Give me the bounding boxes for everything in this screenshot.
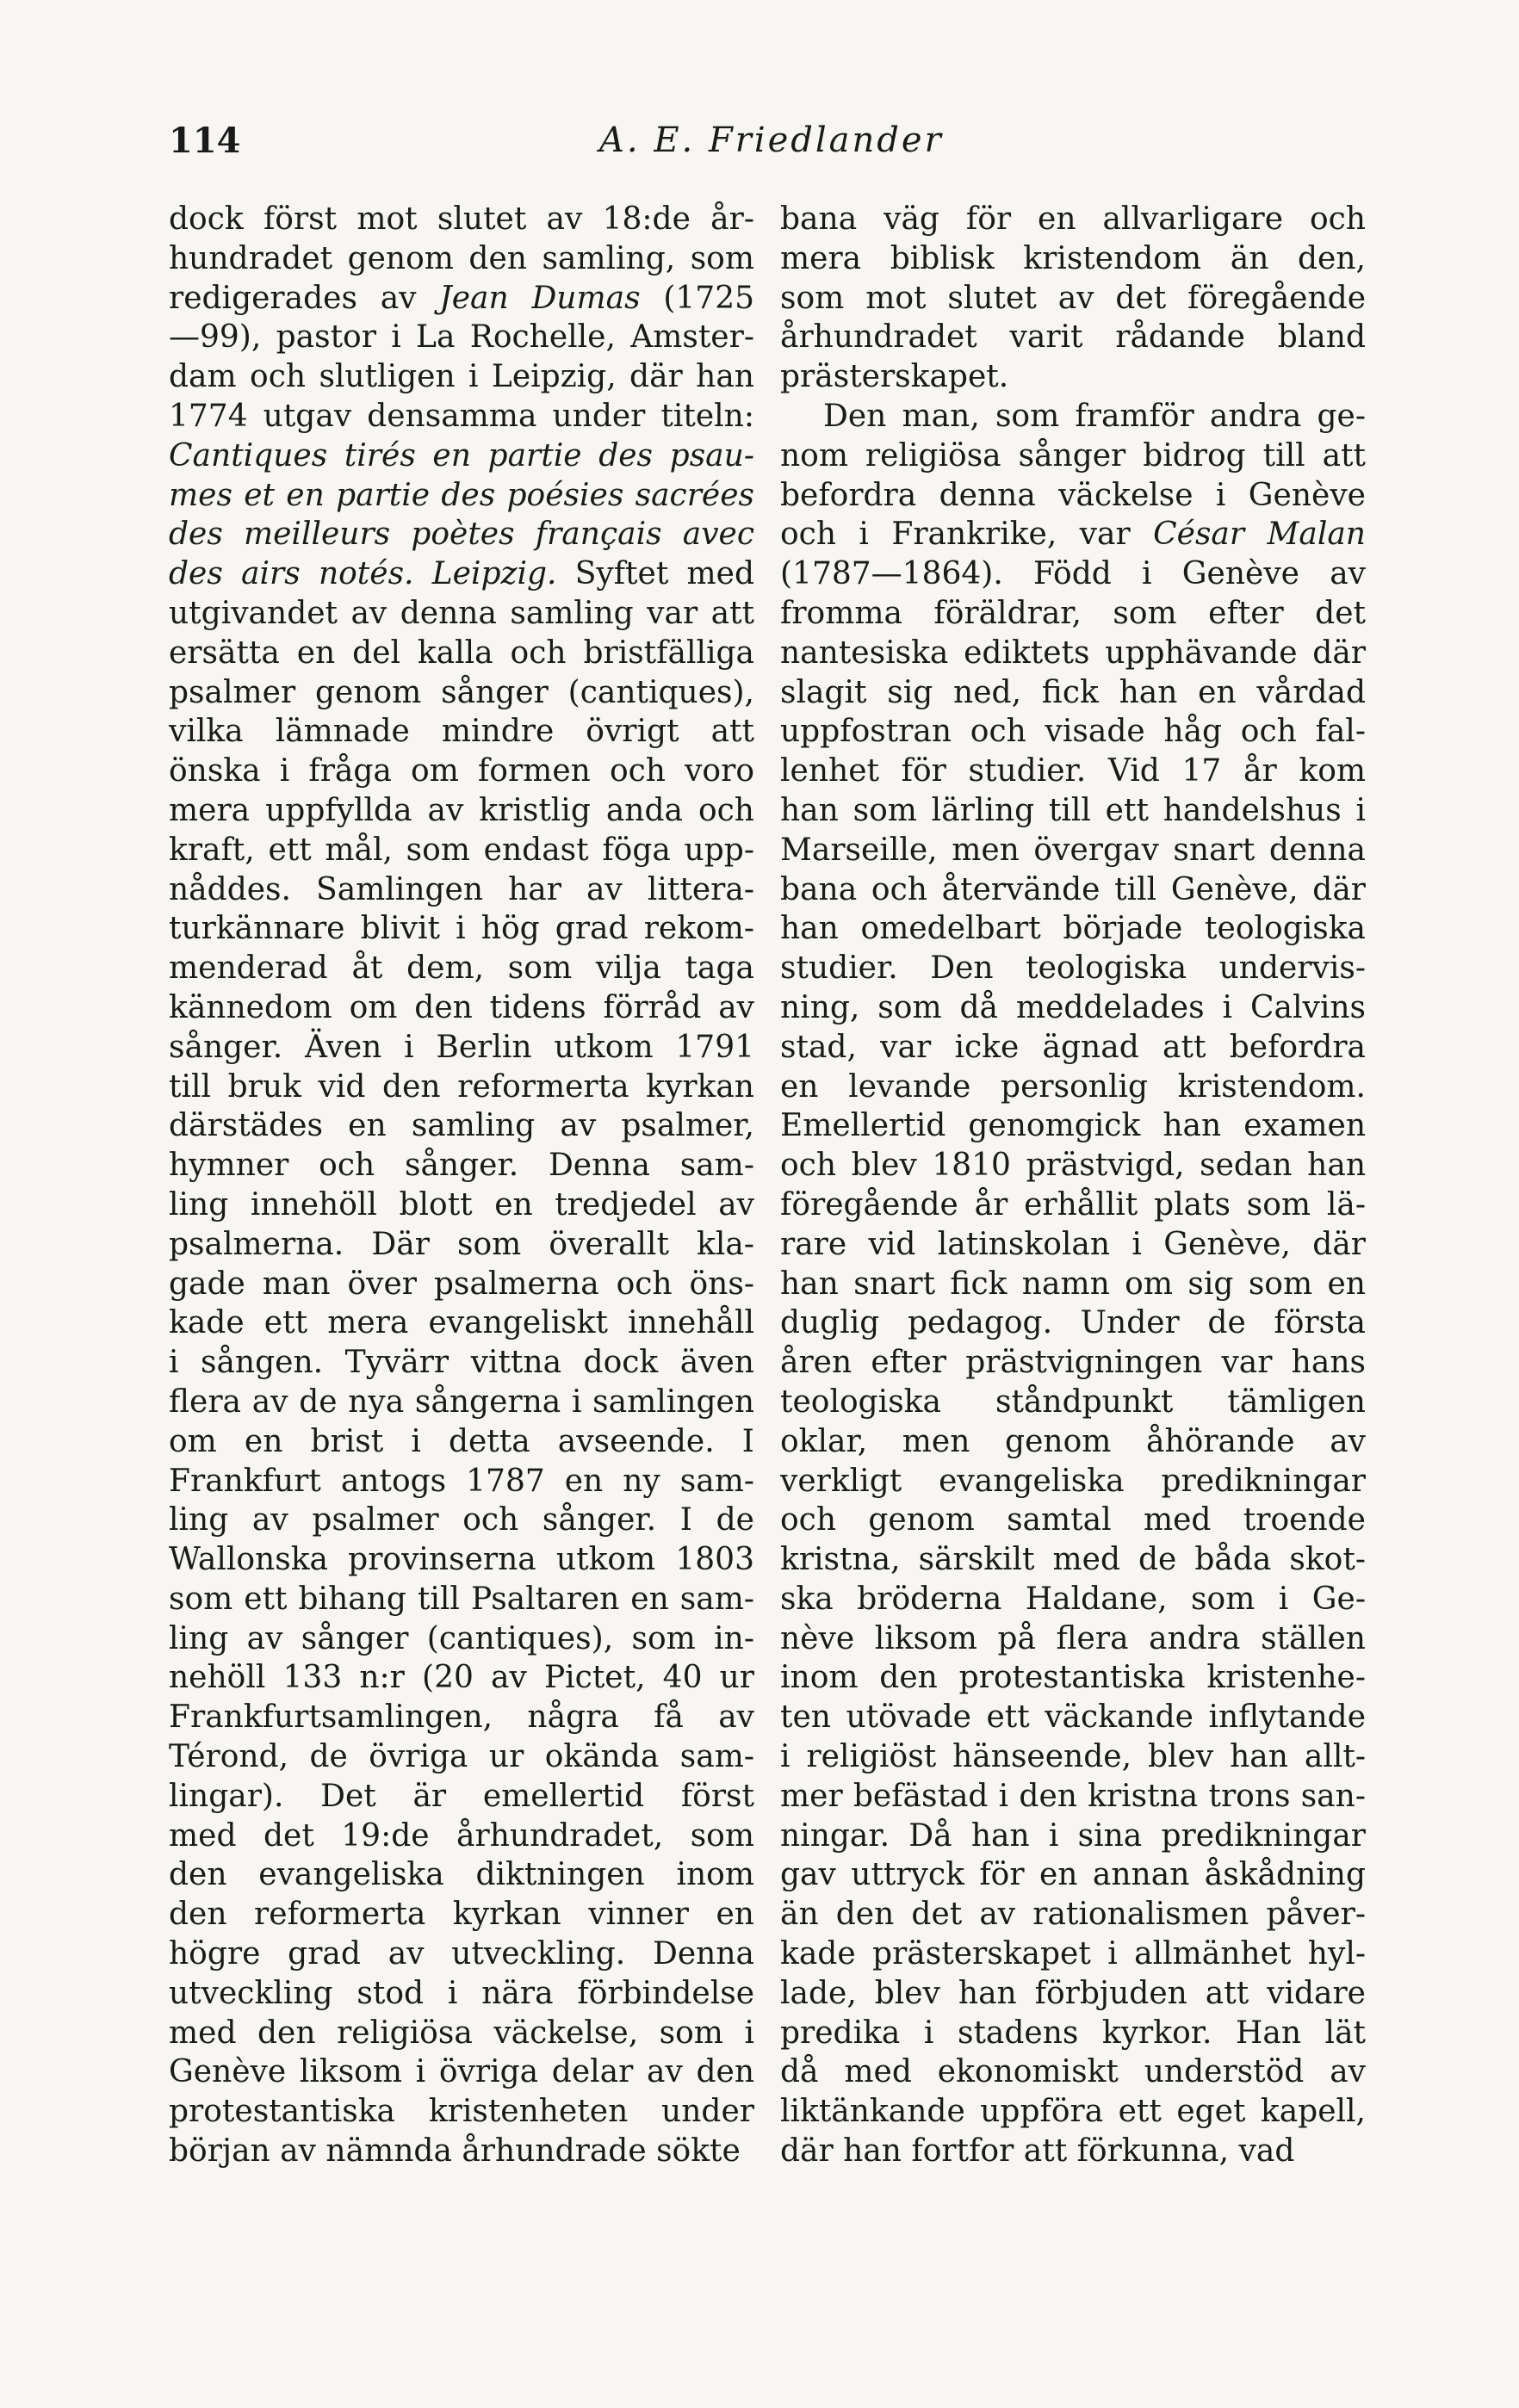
text-segment: protestantiska kristenheten under [169,2094,754,2130]
text-line [169,1698,754,1737]
text-line [780,318,1366,357]
text-line [780,2052,1366,2092]
text-line [169,1501,754,1540]
text-segment: psalmer genom sånger (cantiques), [169,674,754,710]
text-segment: århundradet varit rådande bland [780,319,1366,356]
text-line [169,1777,754,1817]
text-segment: bana och återvände till Genève, där [780,871,1366,907]
text-line [169,909,754,949]
text-line [780,2132,1366,2171]
text-segment: gav uttryck för en annan åskådning [780,1857,1366,1893]
text-segment: mera biblisk kristendom än den, [780,240,1366,276]
text-segment: kristna, särskilt med de båda skot- [780,1542,1366,1578]
text-line [780,831,1366,870]
text-segment: Cantiques tirés en partie des psau- [169,437,754,474]
text-line [780,1855,1366,1895]
text-line [169,831,754,870]
text-line [780,2092,1366,2132]
text-line [169,752,754,791]
text-line [169,1185,754,1225]
text-segment: högre grad av utveckling. Denna [169,1936,754,1972]
text-line [780,1028,1366,1068]
text-line [169,870,754,910]
text-segment: kade prästerskapet i allmänhet hyl- [780,1936,1366,1972]
text-segment: utgivandet av denna samling var att [169,595,754,631]
text-line [780,1343,1366,1383]
text-line [780,1303,1366,1343]
text-segment: hundradet genom den samling, som [169,240,754,276]
text-segment: —99), pastor i La Rochelle, Amster- [169,319,754,356]
text-segment: Den man, som framför andra ge- [823,398,1366,434]
text-line [780,1934,1366,1974]
text-line [780,1422,1366,1462]
text-line [780,988,1366,1028]
text-line [780,1895,1366,1934]
text-line [169,673,754,713]
running-head [169,121,1366,172]
text-segment: des airs notés. Leipzig. [169,556,557,592]
text-line [169,357,754,397]
text-segment: nåddes. Samlingen har av littera- [169,871,754,907]
text-segment: han omedelbart började teologiska [780,911,1366,947]
text-segment: nehöll 133 n:r (20 av Pictet, 40 ur [169,1660,754,1696]
text-line [169,2092,754,2132]
text-segment: mes et en partie des poésies sacrées [169,477,754,513]
text-line [780,1658,1366,1698]
text-segment: dock först mot slutet av 18:de år- [169,201,754,237]
text-line [169,791,754,831]
text-line [780,397,1366,436]
text-segment: flera av de nya sångerna i samlingen [169,1384,754,1420]
text-line [169,1343,754,1383]
text-line [169,200,754,239]
text-segment: början av nämnda århundrade sökte [169,2133,741,2170]
text-line [780,634,1366,673]
text-line [169,239,754,279]
text-segment: sånger. Även i Berlin utkom 1791 [169,1029,754,1065]
text-segment: inom den protestantiska kristenhe- [780,1660,1366,1696]
text-segment: han snart fick namn om sig som en [780,1266,1366,1302]
text-line [780,949,1366,988]
text-line [780,515,1366,554]
text-line [169,1106,754,1146]
text-segment: mera uppfyllda av kristlig anda och [169,792,754,828]
text-segment: (1725 [640,280,754,316]
text-line [780,436,1366,476]
text-segment: kraft, ett mål, som endast föga upp- [169,832,754,868]
text-line [780,239,1366,279]
text-segment: menderad åt dem, som vilja taga [169,950,754,987]
text-line [169,1540,754,1580]
text-segment: ten utövade ett väckande inflytande [780,1699,1366,1736]
running-title: A. E. Friedlander [599,121,944,160]
text-line [169,1146,754,1185]
text-segment: teologiska ståndpunkt tämligen [780,1384,1366,1420]
text-line [169,1895,754,1934]
text-segment: och i Frankrike, var [780,517,1154,553]
text-line [169,1580,754,1619]
text-segment: Jean Dumas [439,280,641,316]
text-segment: ningar. Då han i sina predikningar [780,1817,1366,1854]
text-segment: lingar). Det är emellertid först [169,1778,754,1814]
text-segment: och blev 1810 prästvigd, sedan han [780,1148,1366,1184]
text-segment: verkligt evangeliska predikningar [780,1463,1366,1499]
text-segment: slagit sig ned, fick han en vårdad [780,674,1366,710]
text-segment: till bruk vid den reformerta kyrkan [169,1068,754,1105]
text-segment: därstädes en samling av psalmer, [169,1108,754,1144]
text-segment: ska bröderna Haldane, som i Ge- [780,1581,1366,1617]
text-line [780,200,1366,239]
text-line [780,1225,1366,1265]
text-segment: nom religiösa sånger bidrog till att [780,437,1366,474]
text-segment: prästerskapet. [780,359,1009,395]
text-segment: en levande personlig kristendom. [780,1068,1366,1105]
text-line [169,1737,754,1777]
text-segment: nève liksom på flera andra ställen [780,1620,1366,1656]
text-segment: som mot slutet av det föregående [780,280,1366,316]
text-segment: studier. Den teologiska undervis- [780,950,1366,987]
text-line [780,1106,1366,1146]
text-line [169,1303,754,1343]
text-line [780,476,1366,516]
text-segment: Marseille, men övergav snart denna [780,832,1366,868]
text-segment: kade ett mera evangeliskt innehåll [169,1305,754,1341]
text-line [780,1817,1366,1856]
text-segment: ersätta en del kalla och bristfälliga [169,634,754,671]
text-segment: Syftet med [556,556,754,592]
text-segment: dam och slutligen i Leipzig, där han [169,359,754,395]
text-line [169,1817,754,1856]
text-line [169,1028,754,1068]
text-segment: mer befästad i den kristna trons san- [780,1778,1366,1814]
text-line [169,1974,754,2014]
text-line [169,515,754,554]
text-line [169,1619,754,1659]
text-segment: oklar, men genom åhörande av [780,1423,1366,1459]
text-line [780,1146,1366,1185]
text-line [780,357,1366,397]
text-line [169,318,754,357]
text-segment: önska i fråga om formen och voro [169,753,754,789]
text-line [169,1658,754,1698]
text-segment: den evangeliska diktningen inom [169,1857,754,1893]
text-line [780,1383,1366,1422]
text-segment: redigerades av [169,280,440,316]
text-segment: gade man över psalmerna och öns- [169,1266,754,1302]
text-line [169,988,754,1028]
text-segment: lenhet för studier. Vid 17 år kom [780,753,1366,789]
text-segment: liktänkande uppföra ett eget kapell, [780,2094,1366,2130]
text-line [169,2014,754,2053]
text-segment: duglig pedagog. Under de första [780,1305,1366,1341]
text-segment: då med ekonomiskt understöd av [780,2054,1366,2090]
text-line [780,1068,1366,1107]
text-segment: den reformerta kyrkan vinner en [169,1897,754,1933]
text-line [780,2014,1366,2053]
text-line [169,2052,754,2092]
text-line [169,1225,754,1265]
text-line [780,1698,1366,1737]
text-line [780,554,1366,594]
text-segment: utveckling stod i nära förbindelse [169,1975,754,2011]
text-line [780,1185,1366,1225]
text-line [780,1540,1366,1580]
text-segment: i religiöst hänseende, blev han allt- [780,1739,1366,1775]
text-line [169,594,754,634]
text-line [780,1462,1366,1501]
right-column [780,200,1366,2171]
left-column [169,200,754,2171]
text-segment: befordra denna väckelse i Genève [780,477,1366,513]
text-segment: César Malan [1153,517,1366,553]
text-line [169,279,754,319]
text-line [780,594,1366,634]
text-segment: med det 19:de århundradet, som [169,1817,754,1854]
text-line [780,1580,1366,1619]
text-line [780,712,1366,752]
text-line [169,1422,754,1462]
text-segment: Térond, de övriga ur okända sam- [169,1739,754,1775]
text-segment: des meilleurs poètes français avec [169,517,754,553]
text-line [780,1501,1366,1540]
text-segment: Genève liksom i övriga delar av den [169,2054,754,2090]
text-segment: ling av sånger (cantiques), som in- [169,1620,754,1656]
text-line [780,1974,1366,2014]
text-segment: turkännare blivit i hög grad rekom- [169,911,754,947]
text-line [780,870,1366,910]
text-segment: Frankfurtsamlingen, några få av [169,1699,754,1736]
text-segment: Frankfurt antogs 1787 en ny sam- [169,1463,754,1499]
text-segment: stad, var icke ägnad att befordra [780,1029,1366,1065]
text-segment: ning, som då meddelades i Calvins [780,989,1366,1025]
text-line [169,1934,754,1974]
text-line [780,1619,1366,1659]
text-line [780,909,1366,949]
text-segment: Wallonska provinserna utkom 1803 [169,1542,754,1578]
text-line [169,1462,754,1501]
text-segment: lade, blev han förbjuden att vidare [780,1975,1366,2011]
text-segment: föregående år erhållit plats som lä- [780,1186,1366,1223]
text-segment: fromma föräldrar, som efter det [780,595,1366,631]
text-segment: (1787—1864). Född i Genève av [780,556,1366,592]
text-line [780,752,1366,791]
text-segment: uppfostran och visade håg och fal- [780,714,1366,750]
text-segment: 1774 utgav densamma under titeln: [169,398,754,434]
text-line [780,1265,1366,1304]
text-line [169,554,754,594]
text-segment: Emellertid genomgick han examen [780,1108,1366,1144]
text-segment: med den religiösa väckelse, som i [169,2015,754,2051]
text-line [169,712,754,752]
text-segment: hymner och sånger. Denna sam- [169,1148,754,1184]
text-line [169,436,754,476]
text-segment: som ett bihang till Psaltaren en sam- [169,1581,754,1617]
text-segment: i sången. Tyvärr vittna dock även [169,1345,754,1381]
text-line [169,949,754,988]
text-segment: åren efter prästvigningen var hans [780,1345,1366,1381]
text-segment: rare vid latinskolan i Genève, där [780,1226,1366,1262]
text-line [169,1383,754,1422]
text-line [169,1265,754,1304]
text-segment: kännedom om den tidens förråd av [169,989,754,1025]
text-segment: nantesiska ediktets upphävande där [780,634,1366,671]
text-line [780,279,1366,319]
text-line [780,673,1366,713]
text-line [780,791,1366,831]
text-segment: predika i stadens kyrkor. Han lät [780,2015,1366,2051]
text-line [780,1777,1366,1817]
text-line [169,1855,754,1895]
text-line [169,634,754,673]
text-segment: ling av psalmer och sånger. I de [169,1502,754,1538]
page-number: 114 [169,121,241,161]
text-segment: han som lärling till ett handelshus i [780,792,1366,828]
text-segment: där han fortfor att förkunna, vad [780,2133,1295,2170]
text-segment: bana väg för en allvarligare och [780,201,1366,237]
text-line [169,476,754,516]
text-segment: och genom samtal med troende [780,1502,1366,1538]
text-line [169,2132,754,2171]
text-segment: om en brist i detta avseende. I [169,1423,754,1459]
text-line [780,1737,1366,1777]
text-segment: ling innehöll blott en tredjedel av [169,1186,754,1223]
text-line [169,1068,754,1107]
text-line [169,397,754,436]
text-segment: psalmerna. Där som överallt kla- [169,1226,754,1262]
text-segment: vilka lämnade mindre övrigt att [169,714,754,750]
text-segment: än den det av rationalismen påver- [780,1897,1366,1933]
